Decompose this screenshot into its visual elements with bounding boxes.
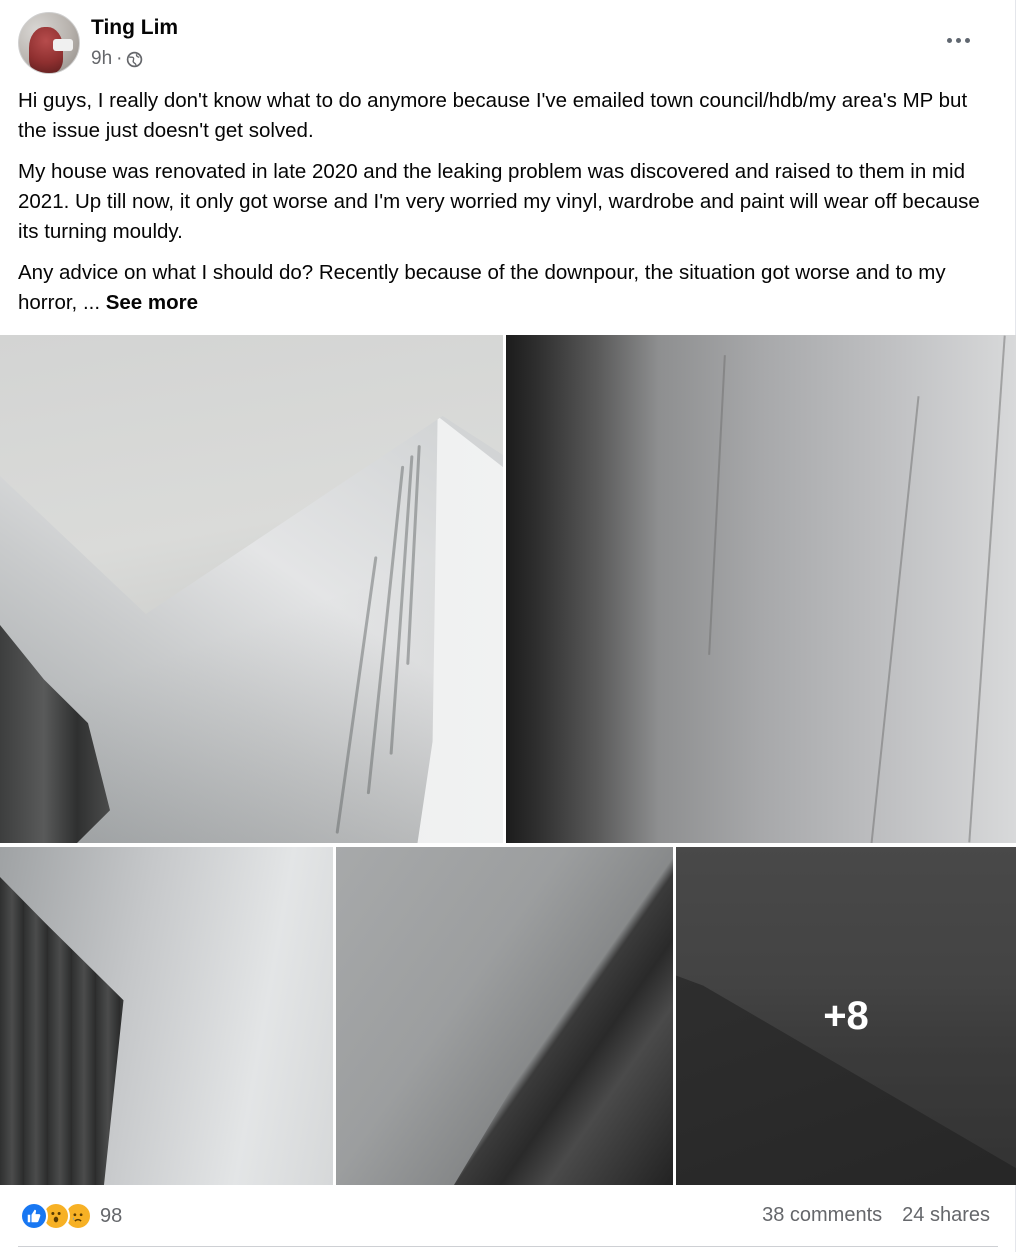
reactions-summary[interactable] — [20, 1202, 122, 1230]
wall-seam — [968, 336, 1005, 843]
engagement-stats — [762, 1204, 990, 1227]
post-footer — [18, 1196, 998, 1240]
shares-count-link[interactable]: 24 shares — [902, 1204, 990, 1226]
post-text — [18, 86, 988, 329]
more-photos-overlay[interactable] — [676, 847, 1016, 1185]
avatar[interactable] — [18, 12, 80, 74]
photo-wardrobe-edge — [336, 847, 673, 1185]
footer-divider — [18, 1246, 998, 1247]
more-photos-count: +8 — [823, 993, 869, 1038]
author-name[interactable]: Ting Lim — [91, 16, 179, 39]
avatar-background — [53, 39, 73, 51]
photo-4[interactable] — [336, 847, 673, 1185]
see-more-link[interactable]: See more — [105, 291, 199, 314]
post-meta — [91, 48, 143, 70]
comments-count-link[interactable]: 38 comments — [762, 1204, 883, 1226]
photo-5[interactable] — [676, 847, 1016, 1185]
globe-icon[interactable] — [126, 51, 143, 68]
photo-curtain — [0, 625, 110, 843]
photo-1[interactable] — [0, 335, 503, 843]
photo-2[interactable] — [506, 335, 1016, 843]
post-paragraph-3-text: Any advice on what I should do? Recently because of the downpour, the situation got worse and to my horror, ... — [18, 261, 946, 314]
dot-icon — [947, 38, 952, 43]
photo-grid — [0, 335, 1016, 1185]
dot-icon — [965, 38, 970, 43]
like-icon — [20, 1202, 48, 1230]
post-header — [18, 12, 998, 76]
more-options-button[interactable] — [938, 28, 978, 52]
post-paragraph-1: Hi guys, I really don't know what to do anymore because I've emailed town council/hdb/my area's MP but the issue just doesn't get solved. — [18, 89, 968, 142]
post-paragraph-3 — [18, 258, 988, 318]
water-stain — [336, 556, 378, 834]
dot-icon — [956, 38, 961, 43]
meta-separator: · — [116, 48, 123, 69]
post-paragraph-2: My house was renovated in late 2020 and the leaking problem was discovered and raised to them in mid 2021. Up till now, it only got worse and I'm very worried my vinyl, wardrobe and paint will wear off because its turning mouldy. — [18, 160, 980, 243]
water-stain — [708, 355, 726, 655]
photo-3[interactable] — [0, 847, 333, 1185]
reaction-count: 98 — [100, 1204, 123, 1227]
photo-ceiling — [0, 335, 503, 635]
post-time[interactable]: 9h — [91, 48, 113, 69]
photo-curtain — [0, 877, 130, 1185]
wall-seam — [870, 396, 919, 843]
